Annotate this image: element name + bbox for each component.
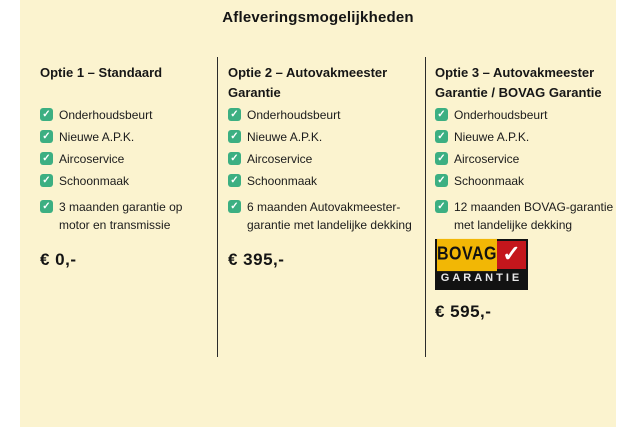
- list-item-label: Onderhoudsbeurt: [454, 108, 548, 122]
- check-icon: ✓: [435, 130, 448, 143]
- option-column-2: [228, 63, 425, 270]
- list-item: [40, 198, 204, 234]
- price: € 595,-: [435, 302, 492, 321]
- list-item-label: Onderhoudsbeurt: [59, 108, 153, 122]
- bovag-logo-top: [437, 241, 526, 269]
- check-icon: ✓: [40, 174, 53, 187]
- list-item: [40, 150, 204, 168]
- column-divider: [217, 57, 218, 357]
- check-icon: ✓: [435, 108, 448, 121]
- list-item: [435, 172, 615, 190]
- list-item: [40, 128, 204, 146]
- list-item-label: Aircoservice: [454, 152, 520, 166]
- list-item-label: Aircoservice: [59, 152, 125, 166]
- list-item: [435, 106, 615, 124]
- check-icon: ✓: [228, 200, 241, 213]
- list-item: [228, 198, 425, 234]
- check-icon: ✓: [228, 130, 241, 143]
- list-item-label: Schoonmaak: [59, 174, 130, 188]
- page-title: Afleveringsmogelijkheden: [222, 9, 414, 26]
- check-icon: ✓: [228, 174, 241, 187]
- list-item-label: 12 maanden BOVAG-garantie met landelijke dekking: [454, 200, 614, 232]
- column-divider: [425, 57, 426, 357]
- bovag-logo-text: BOVAG: [437, 239, 497, 271]
- list-item-label: Nieuwe A.P.K.: [59, 130, 135, 144]
- check-icon: ✓: [435, 174, 448, 187]
- list-item: [228, 128, 425, 146]
- check-icon: ✓: [40, 200, 53, 213]
- list-item: [228, 150, 425, 168]
- list-item: [435, 150, 615, 168]
- check-icon: ✓: [40, 130, 53, 143]
- options-panel: [20, 0, 616, 427]
- price: € 0,-: [40, 250, 77, 269]
- list-item-label: Nieuwe A.P.K.: [247, 130, 323, 144]
- list-item: [40, 172, 204, 190]
- option-1-header: Optie 1 – Standaard: [40, 65, 163, 80]
- check-icon: ✓: [228, 108, 241, 121]
- option-column-3: [435, 63, 615, 322]
- check-icon: ✓: [40, 152, 53, 165]
- list-item-label: Aircoservice: [247, 152, 313, 166]
- list-item-label: 6 maanden Autovakmeester-garantie met landelijke dekking: [247, 200, 412, 232]
- list-item: [435, 128, 615, 146]
- list-item-label: 3 maanden garantie op motor en transmissie: [59, 200, 183, 232]
- bovag-check-icon: ✓: [497, 241, 526, 269]
- list-item-label: Nieuwe A.P.K.: [454, 130, 530, 144]
- option-column-1: [40, 63, 204, 270]
- option-2-header: Optie 2 – Autovakmeester Garantie: [228, 65, 388, 100]
- check-icon: ✓: [40, 108, 53, 121]
- list-item: [40, 106, 204, 124]
- bovag-logo-subtitle: GARANTIE: [437, 269, 526, 288]
- bovag-garantie-logo: [435, 239, 528, 290]
- list-item-label: Schoonmaak: [247, 174, 318, 188]
- list-item-label: Onderhoudsbeurt: [247, 108, 341, 122]
- list-item: [435, 198, 615, 234]
- check-icon: ✓: [228, 152, 241, 165]
- list-item: [228, 172, 425, 190]
- list-item-label: Schoonmaak: [454, 174, 525, 188]
- check-icon: ✓: [435, 152, 448, 165]
- check-icon: ✓: [435, 200, 448, 213]
- list-item: [228, 106, 425, 124]
- price: € 395,-: [228, 250, 285, 269]
- option-3-header: Optie 3 – Autovakmeester Garantie / BOVAG Garantie: [435, 65, 602, 100]
